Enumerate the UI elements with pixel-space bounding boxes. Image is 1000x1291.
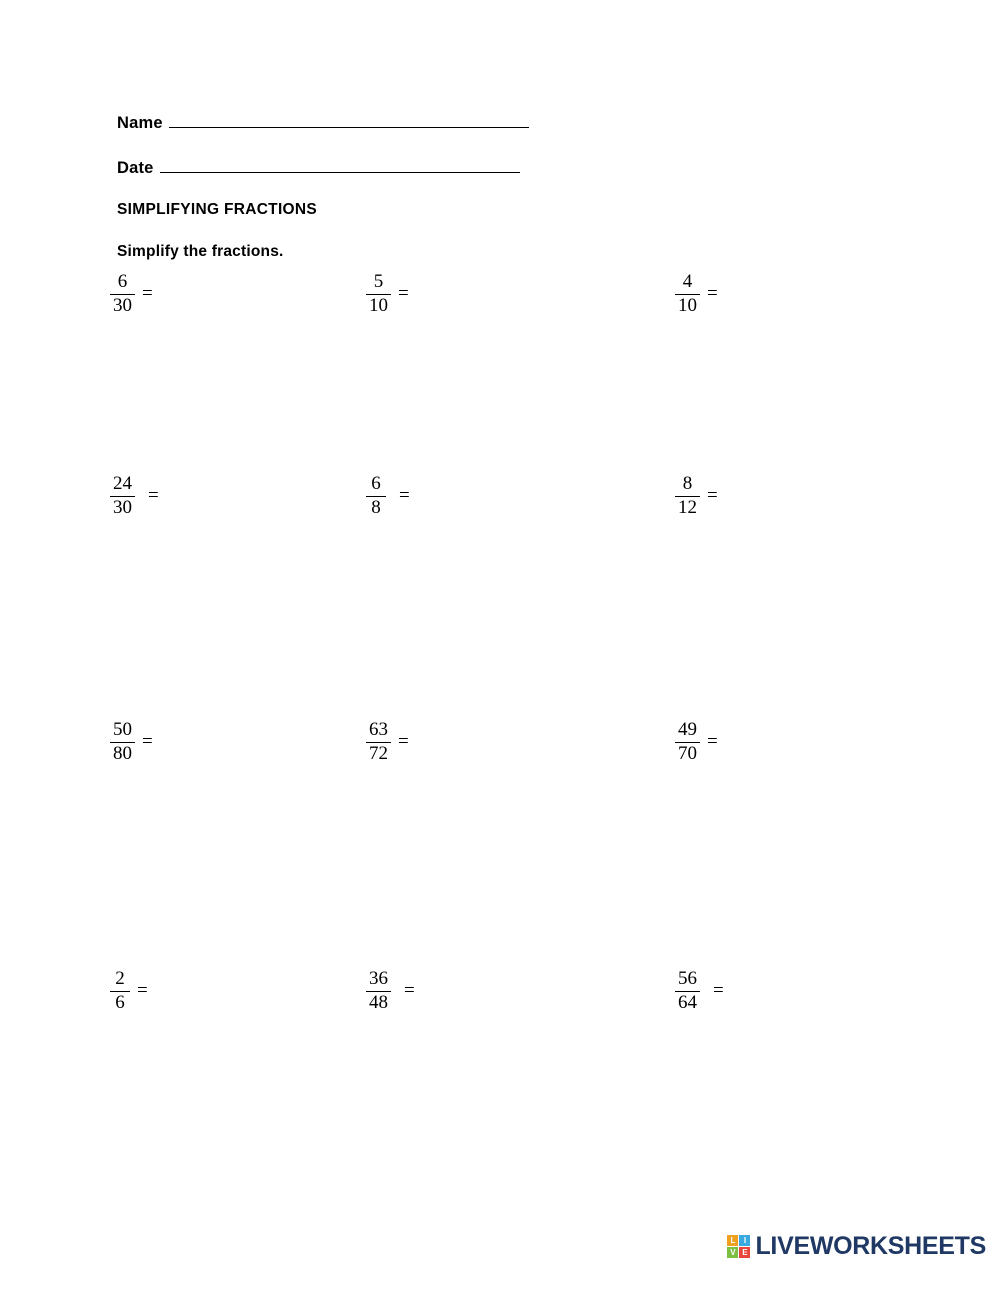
fraction (110, 474, 135, 518)
date-field-row (117, 159, 520, 178)
denominator: 12 (678, 496, 697, 518)
problem-5 (366, 474, 410, 518)
fraction (366, 474, 386, 518)
numerator: 2 (115, 968, 125, 989)
problem-11 (366, 969, 415, 1013)
problem-3 (675, 272, 718, 316)
fraction (366, 969, 391, 1013)
denominator: 6 (115, 991, 125, 1013)
problem-2 (366, 272, 409, 316)
equals-sign: = (404, 980, 415, 1002)
fraction (110, 720, 135, 764)
numerator: 6 (371, 473, 381, 494)
equals-sign: = (142, 731, 153, 753)
denominator: 80 (113, 742, 132, 764)
equals-sign: = (399, 485, 410, 507)
equals-sign: = (707, 485, 718, 507)
name-label: Name (117, 114, 163, 132)
numerator: 4 (682, 271, 693, 292)
denominator: 64 (678, 991, 697, 1013)
numerator: 6 (117, 271, 128, 292)
denominator: 48 (369, 991, 388, 1013)
logo-cell-e: E (739, 1247, 750, 1258)
fraction (675, 720, 700, 764)
denominator: 30 (113, 496, 132, 518)
numerator: 24 (113, 473, 132, 494)
denominator: 70 (678, 742, 697, 764)
name-field-row (117, 114, 529, 133)
logo-cell-l: L (727, 1235, 738, 1246)
denominator: 10 (369, 294, 388, 316)
numerator: 8 (682, 473, 693, 494)
numerator: 36 (369, 968, 388, 989)
problem-10 (110, 969, 148, 1013)
problem-4 (110, 474, 159, 518)
denominator: 8 (371, 496, 381, 518)
liveworksheets-logo[interactable] (727, 1232, 986, 1261)
equals-sign: = (142, 283, 153, 305)
problem-6 (675, 474, 718, 518)
equals-sign: = (707, 731, 718, 753)
logo-cell-i: I (739, 1235, 750, 1246)
problem-12 (675, 969, 724, 1013)
numerator: 63 (369, 719, 388, 740)
equals-sign: = (707, 283, 718, 305)
equals-sign: = (398, 731, 409, 753)
fraction (675, 272, 700, 316)
fraction (110, 969, 130, 1013)
numerator: 5 (373, 271, 384, 292)
numerator: 49 (678, 719, 697, 740)
denominator: 72 (369, 742, 388, 764)
instruction-text: Simplify the fractions. (117, 243, 284, 260)
logo-wordmark: LIVEWORKSHEETS (755, 1232, 986, 1260)
fraction (366, 720, 391, 764)
problems-grid (0, 268, 1000, 1284)
name-input-line[interactable] (169, 127, 529, 128)
denominator: 10 (678, 294, 697, 316)
equals-sign: = (398, 283, 409, 305)
date-input-line[interactable] (160, 172, 520, 173)
page-title: SIMPLIFYING FRACTIONS (117, 201, 318, 218)
equals-sign: = (137, 980, 148, 1002)
denominator: 30 (113, 294, 132, 316)
problem-row (0, 719, 1000, 1030)
problem-7 (110, 720, 153, 764)
numerator: 56 (678, 968, 697, 989)
date-label: Date (117, 159, 154, 177)
fraction (110, 272, 135, 316)
logo-cell-v: V (727, 1247, 738, 1258)
fraction (366, 272, 391, 316)
fraction (675, 969, 700, 1013)
fraction (675, 474, 700, 518)
problem-8 (366, 720, 409, 764)
equals-sign: = (148, 485, 159, 507)
problem-9 (675, 720, 718, 764)
equals-sign: = (713, 980, 724, 1002)
logo-squares-icon (727, 1235, 750, 1258)
problem-1 (110, 272, 153, 316)
numerator: 50 (113, 719, 132, 740)
